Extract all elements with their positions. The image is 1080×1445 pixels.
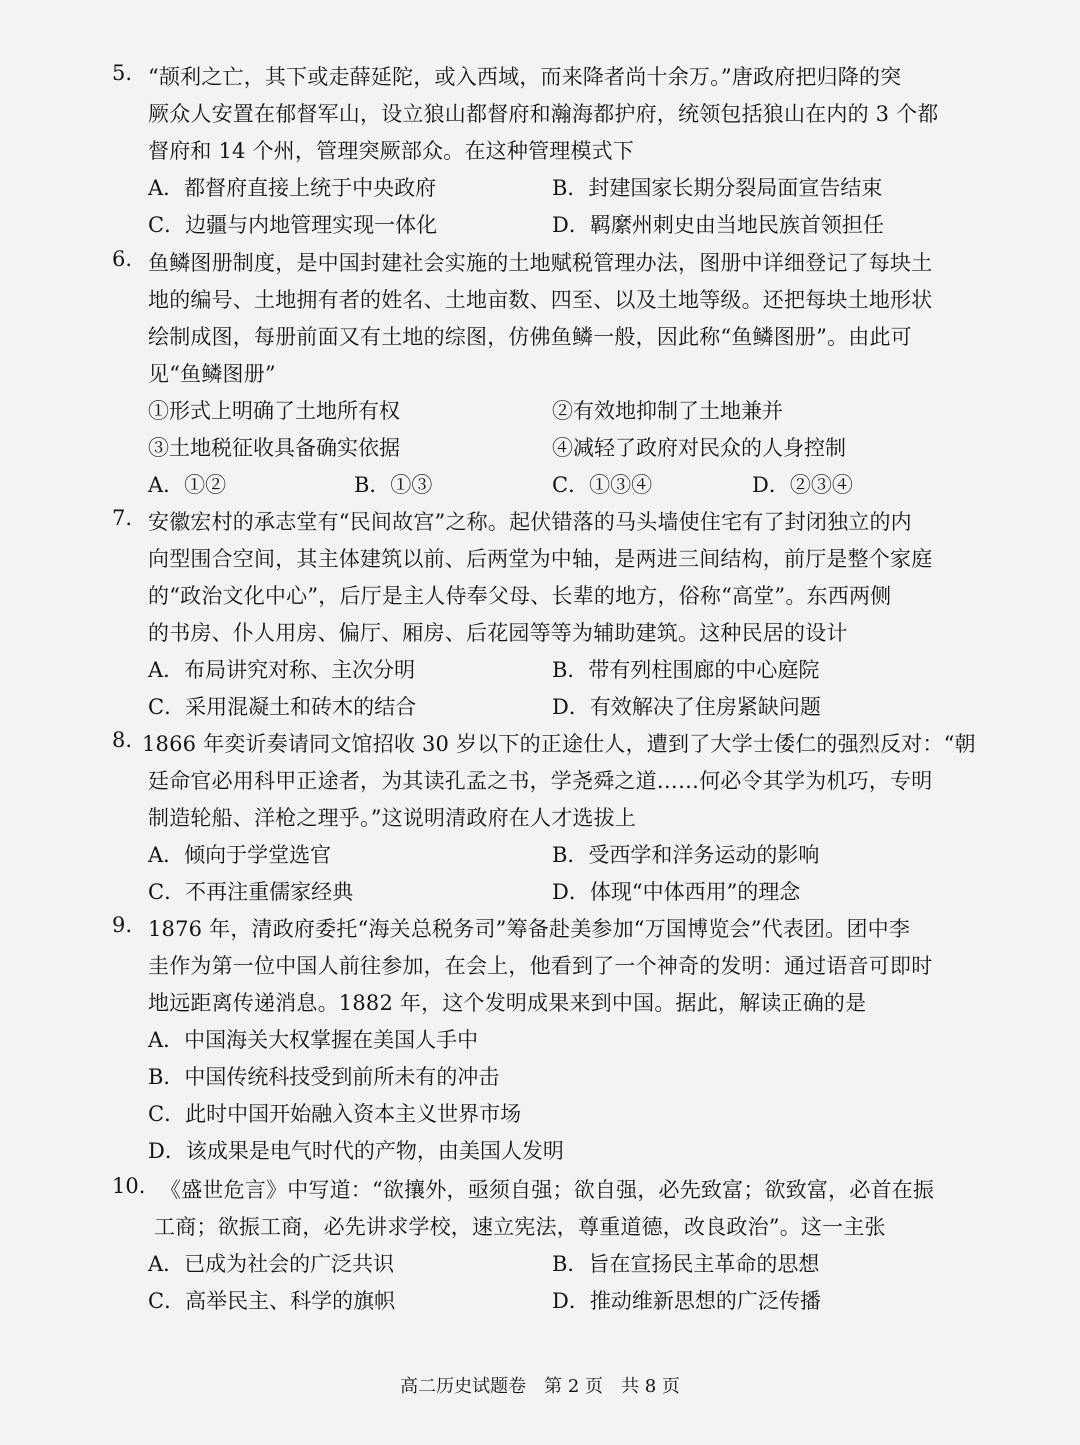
option-a: A．都督府直接上统于中央政府 bbox=[148, 176, 437, 200]
option-a: A．中国海关大权掌握在美国人手中 bbox=[148, 1028, 479, 1052]
statement-1: ①形式上明确了土地所有权 bbox=[148, 399, 400, 423]
option-d: D．推动维新思想的广泛传播 bbox=[552, 1289, 821, 1313]
statement-2: ②有效地抑制了土地兼并 bbox=[552, 399, 783, 423]
question-number: 7. bbox=[112, 506, 133, 530]
question-text-line: 绘制成图，每册前面又有土地的综图，仿佛鱼鳞一般，因此称“鱼鳞图册”。由此可 bbox=[148, 325, 912, 349]
question-text-line: 地远距离传递消息。1882 年，这个发明成果来到中国。据此，解读正确的是 bbox=[148, 991, 867, 1015]
question-text-line: 见“鱼鳞图册” bbox=[148, 362, 276, 386]
question-number: 8. bbox=[112, 728, 133, 752]
question-text-line: 督府和 14 个州，管理突厥部众。在这种管理模式下 bbox=[148, 139, 635, 163]
question-text-line: 工商；欲振工商，必先讲求学校，速立宪法，尊重道德，改良政治”。这一主张 bbox=[154, 1215, 886, 1239]
option-d: D．体现“中体西用”的理念 bbox=[552, 880, 801, 904]
statement-4: ④减轻了政府对民众的人身控制 bbox=[552, 436, 846, 460]
option-c: C．①③④ bbox=[552, 473, 653, 497]
question-text-line: “颉利之亡，其下或走薛延陀，或入西域，而来降者尚十余万。”唐政府把归降的突 bbox=[148, 65, 902, 89]
option-d: D．有效解决了住房紧缺问题 bbox=[552, 695, 821, 719]
question-text-line: 廷命官必用科甲正途者，为其读孔孟之书，学尧舜之道……何必令其学为机巧，专明 bbox=[148, 769, 933, 793]
option-d: D．羁縻州刺史由当地民族首领担任 bbox=[552, 213, 884, 237]
option-c: C．边疆与内地管理实现一体化 bbox=[148, 213, 438, 237]
question-number: 10. bbox=[112, 1174, 146, 1198]
option-c: C．此时中国开始融入资本主义世界市场 bbox=[148, 1102, 522, 1126]
question-text-line: 厥众人安置在郁督军山，设立狼山都督府和瀚海都护府，统领包括狼山在内的 3 个都 bbox=[148, 102, 939, 126]
question-number: 6. bbox=[112, 247, 133, 271]
option-b: B．封建国家长期分裂局面宣告结束 bbox=[552, 176, 883, 200]
question-text-line: 圭作为第一位中国人前往参加，在会上，他看到了一个神奇的发明：通过语音可即时 bbox=[148, 954, 933, 978]
question-text-line: 安徽宏村的承志堂有“民间故宫”之称。起伏错落的马头墙使住宅有了封闭独立的内 bbox=[148, 510, 912, 534]
question-text-line: 《盛世危言》中写道：“欲攘外，亟须自强；欲自强，必先致富；欲致富，必首在振 bbox=[160, 1178, 935, 1202]
option-b: B．受西学和洋务运动的影响 bbox=[552, 843, 820, 867]
option-c: C．高举民主、科学的旗帜 bbox=[148, 1289, 396, 1313]
question-text-line: 向型围合空间，其主体建筑以前、后两堂为中轴，是两进三间结构，前厅是整个家庭 bbox=[148, 547, 933, 571]
option-b: B．①③ bbox=[354, 473, 433, 497]
question-text-line: 制造轮船、洋枪之理乎。”这说明清政府在人才选拔上 bbox=[148, 806, 637, 830]
question-text-line: 1866 年奕䜣奏请同文馆招收 30 岁以下的正途仕人，遭到了大学士倭仁的强烈反对：“朝 bbox=[142, 732, 976, 756]
question-text-line: 1876 年，清政府委托“海关总税务司”筹备赴美参加“万国博览会”代表团。团中李 bbox=[148, 917, 911, 941]
question-text-line: 的“政治文化中心”，后厅是主人侍奉父母、长辈的地方，俗称“高堂”。东西两侧 bbox=[148, 584, 892, 608]
option-c: C．采用混凝土和砖木的结合 bbox=[148, 695, 417, 719]
option-c: C．不再注重儒家经典 bbox=[148, 880, 354, 904]
question-number: 5. bbox=[112, 61, 133, 85]
option-b: B．中国传统科技受到前所未有的冲击 bbox=[148, 1065, 500, 1089]
option-d: D．②③④ bbox=[752, 473, 853, 497]
question-text-line: 鱼鳞图册制度，是中国封建社会实施的土地赋税管理办法，图册中详细登记了每块土 bbox=[148, 251, 933, 275]
statement-3: ③土地税征收具备确实依据 bbox=[148, 436, 400, 460]
page-footer: 高二历史试题卷 第 2 页 共 8 页 bbox=[400, 1376, 680, 1397]
option-a: A．布局讲究对称、主次分明 bbox=[148, 658, 416, 682]
question-text-line: 地的编号、土地拥有者的姓名、土地亩数、四至、以及土地等级。还把每块土地形状 bbox=[148, 288, 933, 312]
option-a: A．①② bbox=[148, 473, 227, 497]
option-b: B．带有列柱围廊的中心庭院 bbox=[552, 658, 820, 682]
option-b: B．旨在宣扬民主革命的思想 bbox=[552, 1252, 820, 1276]
question-number: 9. bbox=[112, 913, 133, 937]
option-a: A．已成为社会的广泛共识 bbox=[148, 1252, 395, 1276]
option-a: A．倾向于学堂选官 bbox=[148, 843, 332, 867]
question-text-line: 的书房、仆人用房、偏厅、厢房、后花园等等为辅助建筑。这种民居的设计 bbox=[148, 621, 848, 645]
option-d: D．该成果是电气时代的产物，由美国人发明 bbox=[148, 1139, 564, 1163]
